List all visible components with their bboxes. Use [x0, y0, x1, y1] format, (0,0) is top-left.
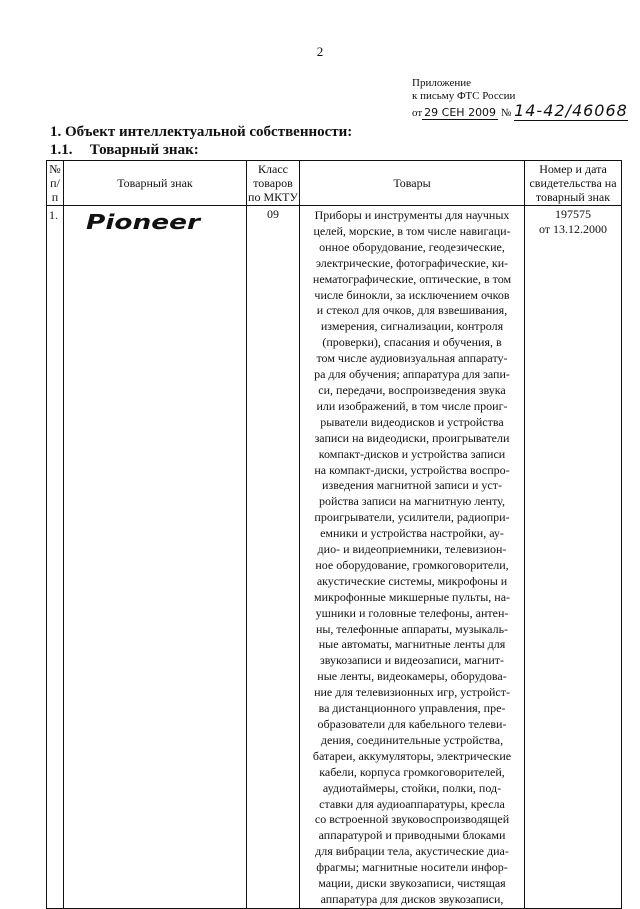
goods-line: для вибрации тела, акустические диа-: [315, 844, 509, 859]
goods-text: [300, 206, 524, 908]
goods-line: проигрыватели, усилители, радиопри-: [314, 510, 510, 525]
header-cert: Номер и дата свидетельства на товарный знак: [525, 161, 622, 206]
goods-line: ушники и головные телефоны, антен-: [315, 605, 509, 620]
subsection-number: 1.1.: [50, 142, 73, 158]
goods-line: том числе аудиовизуальная аппарату-: [316, 351, 508, 366]
page-number: 2: [316, 44, 324, 59]
class-cell: [247, 206, 300, 909]
header-goods: Товары: [300, 161, 525, 206]
goods-line: и стекол для очков, для взвешивания,: [316, 303, 508, 318]
goods-line: дения, соединительные устройства,: [320, 732, 504, 747]
class-value: 09: [267, 207, 279, 221]
goods-line: ройства записи на магнитную ленту,: [319, 494, 505, 509]
goods-line: батареи, аккумуляторы, электрические: [312, 748, 512, 763]
goods-line: ставки для аудиоаппаратуры, кресла: [319, 796, 505, 811]
goods-line: измерения, сигнализации, контроля: [320, 319, 504, 334]
goods-line: электрические, фотографические, ки-: [315, 255, 509, 270]
goods-line: или изображений, в том числе проиг-: [316, 398, 508, 413]
goods-line: ные ленты, видеокамеры, оборудова-: [317, 669, 507, 684]
goods-line: си, передачи, воспроизведения звука: [318, 382, 506, 397]
goods-line: мации, диски звукозаписи, чистящая: [318, 876, 506, 891]
goods-line: аудиотаймеры, стойки, полки, под-: [322, 780, 502, 795]
goods-line: числе бинокли, за исключением очков: [314, 287, 510, 302]
goods-line: ние для телевизионных игр, устройст-: [314, 685, 510, 700]
goods-line: дио- и видеоприемники, телевизион-: [317, 542, 507, 557]
goods-line: целей, морские, в том числе навигаци-: [313, 223, 511, 238]
goods-line: ва дистанционного управления, пре-: [318, 701, 506, 716]
header-mark: Товарный знак: [64, 161, 247, 206]
goods-line: аппаратурой и приводными блоками: [318, 828, 506, 843]
table-header-row: [47, 161, 622, 206]
goods-line: нематографические, оптические, в том: [312, 271, 512, 286]
goods-line: ные автоматы, магнитные ленты для: [318, 637, 506, 652]
goods-line: фрагмы; магнитные носители инфор-: [316, 860, 508, 875]
goods-line: изведения магнитной записи и уст-: [322, 478, 502, 493]
appendix-letter-ref: к письму ФТС России: [412, 90, 516, 102]
goods-line: аппаратура для дисков звукозаписи,: [320, 891, 504, 906]
letter-date: 29 СЕН 2009: [424, 106, 497, 119]
goods-line: компакт-дисков и устройства записи: [318, 446, 506, 461]
goods-line: онное оборудование, геодезические,: [319, 239, 505, 254]
goods-line: образователи для кабельного телеви-: [317, 717, 507, 731]
number-prefix: №: [500, 107, 512, 119]
goods-line: ра для обучения; аппаратура для запи-: [314, 367, 510, 382]
goods-line: кабели, корпуса громкоговорителей,: [319, 764, 505, 779]
goods-line: акустические системы, микрофоны и: [316, 573, 508, 588]
goods-line: Приборы и инструменты для научных: [314, 208, 510, 222]
subsection-heading: [50, 142, 199, 159]
subsection-title: Товарный знак:: [89, 142, 199, 158]
goods-line: рыватели видеодисков и устройства: [320, 414, 504, 429]
date-prefix: от: [412, 107, 423, 119]
pioneer-logo: [86, 212, 202, 234]
section-heading: 1. Объект интеллектуальной собственности:: [50, 124, 353, 140]
letter-number: 14-42/46068: [514, 101, 628, 120]
goods-line: звукозаписи и видеозаписи, магнит-: [319, 653, 504, 668]
table-row: [47, 206, 622, 909]
goods-line: (проверки), спасания и обучения, в: [322, 335, 502, 350]
header-class: Класс товаров по МКТУ: [248, 162, 298, 204]
goods-line: на компакт-диски, устройства воспро-: [314, 462, 510, 477]
certificate-number: 197575: [555, 207, 591, 221]
certificate-date: от 13.12.2000: [538, 222, 608, 236]
appendix-title: Приложение: [412, 77, 472, 89]
goods-line: микрофонные микшерные пульты, на-: [313, 589, 511, 604]
goods-line: записи на видеодиски, проигрыватели: [314, 430, 510, 445]
goods-line: со встроенной звуковоспроизводящей: [314, 812, 510, 827]
trademark-table: [46, 160, 622, 909]
trademark-cell: [64, 206, 247, 909]
logo-wordmark: Pioneer: [86, 212, 202, 234]
goods-line: емники и устройства настройки, ау-: [320, 526, 504, 541]
certificate-info: [525, 206, 621, 237]
goods-line: ны, телефонные аппараты, музыкаль-: [315, 621, 509, 636]
goods-line: ное оборудование, громкоговорители,: [315, 557, 509, 572]
row-number: 1.: [49, 208, 58, 222]
row-num-cell: [47, 206, 64, 909]
appendix-date-number: [412, 101, 628, 120]
goods-cell: [300, 206, 525, 909]
header-num: № п/п: [47, 161, 64, 206]
appendix-block: [412, 77, 628, 120]
certificate-cell: [525, 206, 622, 909]
